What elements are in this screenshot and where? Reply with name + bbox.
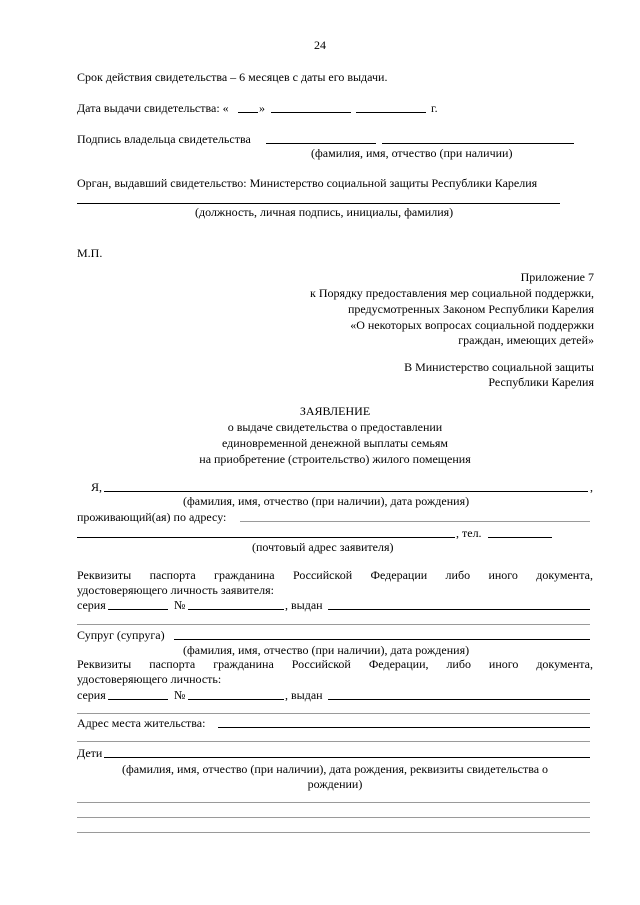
children-caption-line-2: рождении): [307, 777, 363, 791]
passport-word: либо: [446, 657, 471, 671]
appendix-line-3: предусмотренных Законом Республики Карелия: [347, 302, 594, 316]
appendix-line-2: к Порядку предоставления мер социальной поддержки,: [310, 286, 594, 300]
applicant-comma: ,: [590, 480, 593, 494]
issue-month-field[interactable]: [271, 112, 351, 113]
residence-label: Адрес места жительства:: [77, 716, 206, 730]
children-field[interactable]: [104, 757, 590, 758]
issue-date-close-quote: »: [259, 101, 265, 115]
applicant-caption: (фамилия, имя, отчество (при наличии), дата рождения): [183, 494, 470, 508]
children-caption-line-1: (фамилия, имя, отчество (при наличии), дата рождения, реквизиты свидетельства о: [121, 762, 549, 776]
passport-word: гражданина: [213, 657, 274, 671]
spouse-passport-issued-field[interactable]: [328, 699, 590, 700]
passport-word: документа,: [536, 657, 593, 671]
address-caption: (почтовый адрес заявителя): [252, 540, 394, 554]
passport-word: иного: [488, 657, 519, 671]
application-subtitle-2: единовременной денежной выплаты семьям: [221, 436, 449, 450]
issuer-caption: (должность, личная подпись, инициалы, фамилия): [195, 205, 454, 219]
spouse-label: Супруг (супруга): [77, 628, 165, 642]
issued-label: , выдан: [285, 598, 323, 612]
residing-label: проживающий(ая) по адресу:: [77, 510, 227, 524]
spouse-series-label: серия: [77, 688, 106, 702]
application-subtitle-1: о выдаче свидетельства о предоставлении: [227, 420, 443, 434]
owner-name-field[interactable]: [382, 143, 574, 144]
issue-date-suffix: г.: [431, 101, 438, 115]
children-field-2[interactable]: [77, 802, 590, 803]
passport-word: Реквизиты: [77, 657, 132, 671]
passport-word: паспорта: [149, 657, 196, 671]
passport-details-line-1: [77, 568, 593, 582]
issuer-signature-field[interactable]: [77, 203, 560, 204]
appendix-line-5: граждан, имеющих детей»: [458, 333, 594, 347]
children-field-4[interactable]: [77, 832, 590, 833]
passport-word: Российской: [292, 568, 353, 582]
series-label: серия: [77, 598, 106, 612]
spouse-issued-label: , выдан: [285, 688, 323, 702]
passport-number-field[interactable]: [188, 609, 284, 610]
children-label: Дети: [77, 746, 103, 760]
passport-word: документа,: [536, 568, 593, 582]
spouse-name-field[interactable]: [174, 639, 590, 640]
owner-signature-field[interactable]: [266, 143, 376, 144]
passport-word: гражданина: [214, 568, 275, 582]
passport-word: Реквизиты: [77, 568, 132, 582]
application-title: ЗАЯВЛЕНИЕ: [299, 404, 371, 418]
spouse-caption: (фамилия, имя, отчество (при наличии), дата рождения): [183, 643, 470, 657]
issue-date-label: Дата выдачи свидетельства: «: [77, 101, 229, 115]
appendix-line-4: «О некоторых вопросах социальной поддержки: [350, 318, 594, 332]
residence-address-field-2[interactable]: [77, 741, 590, 742]
applicant-name-field[interactable]: [104, 491, 588, 492]
spouse-passport-line-2: удостоверяющего личность:: [77, 672, 222, 686]
residing-address-field[interactable]: [240, 521, 590, 522]
issue-day-field[interactable]: [238, 112, 258, 113]
residing-address-field-2[interactable]: [77, 537, 455, 538]
passport-word: либо: [445, 568, 471, 582]
issue-year-field[interactable]: [356, 112, 426, 113]
applicant-label: Я,: [91, 480, 103, 494]
spouse-passport-series-field[interactable]: [108, 699, 168, 700]
phone-label: , тел.: [456, 526, 482, 540]
spouse-passport-line-1: [77, 657, 593, 671]
spouse-passport-number-field[interactable]: [188, 699, 284, 700]
children-field-3[interactable]: [77, 817, 590, 818]
passport-word: Российской: [291, 657, 351, 671]
addressee-line-2: Республики Карелия: [488, 375, 594, 389]
page-number: 24: [314, 38, 326, 52]
residence-address-field[interactable]: [218, 727, 590, 728]
stamp-mark: М.П.: [77, 246, 103, 260]
passport-series-field[interactable]: [108, 609, 168, 610]
passport-issued-field[interactable]: [328, 609, 590, 610]
spouse-number-label: №: [174, 688, 186, 702]
owner-signature-label: Подпись владельца свидетельства: [77, 132, 251, 146]
validity-text: Срок действия свидетельства – 6 месяцев с даты его выдачи.: [77, 70, 388, 84]
phone-field[interactable]: [488, 537, 552, 538]
passport-word: паспорта: [149, 568, 196, 582]
appendix-line-1: Приложение 7: [520, 270, 594, 284]
issuer-label: Орган, выдавший свидетельство: Министерство социальной защиты Республики Карелия: [77, 176, 538, 190]
owner-signature-caption: (фамилия, имя, отчество (при наличии): [311, 146, 513, 160]
passport-word: Федерации: [370, 568, 428, 582]
addressee-line-1: В Министерство социальной защиты: [404, 360, 594, 374]
passport-word: иного: [488, 568, 518, 582]
application-subtitle-3: на приобретение (строительство) жилого помещения: [199, 452, 471, 466]
passport-details-line-2: удостоверяющего личность заявителя:: [77, 583, 274, 597]
passport-issued-field-2[interactable]: [77, 624, 590, 625]
passport-word: Федерации,: [368, 657, 429, 671]
number-label: №: [174, 598, 186, 612]
spouse-passport-issued-field-2[interactable]: [77, 713, 590, 714]
